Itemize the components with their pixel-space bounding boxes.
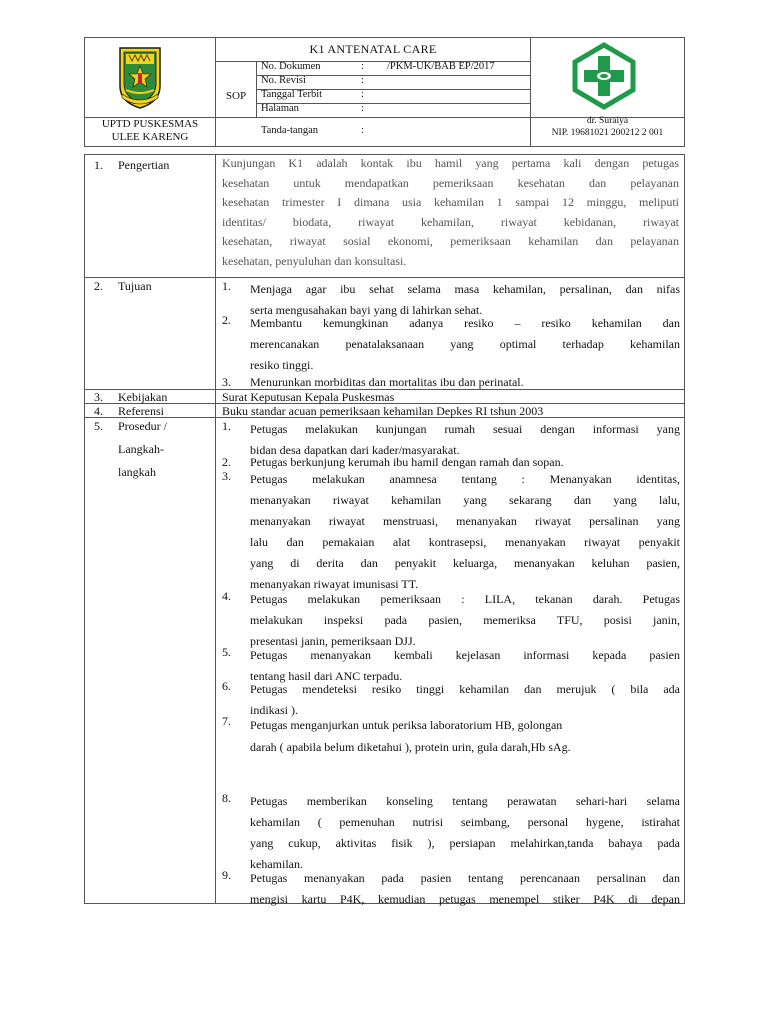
prosedur-step-line: menanyakan riwayat menstruasi, menanyakan riwayat persalinan yang (250, 514, 680, 528)
tujuan-item-number: 1. (222, 279, 231, 293)
referensi-text: Buku standar acuan pemeriksaan kehamilan Depkes RI tshun 2003 (222, 404, 544, 418)
row-label-kebijakan: Kebijakan (118, 390, 168, 404)
prosedur-step-line: kehamilan. (250, 857, 303, 871)
pengertian-line: kesehatan trimester I dimana usia kehamilan 1 sampai 12 minggu, meliputi (222, 195, 679, 209)
row-number-4: 4. (94, 404, 103, 418)
tujuan-item-number: 3. (222, 375, 231, 389)
doc-number-value: /PKM-UK/BAB EP/2017 (387, 61, 495, 72)
tujuan-item-line: serta mengusahakan bayi yang di lahirkan sehat. (250, 303, 483, 317)
prosedur-step-line: Petugas menanyakan pada pasien tentang perencanaan persalinan dan (250, 871, 680, 885)
prosedur-step-line: yang cukup, aktivitas fisik ), persiapan melahirkan,tanda bahaya pada (250, 836, 680, 850)
kebijakan-text: Surat Keputusan Kepala Puskesmas (222, 390, 395, 404)
puskesmas-logo-icon (570, 42, 638, 110)
issue-date-label: Tanggal Terbit (261, 89, 323, 100)
prosedur-step-line: lalu dan pemakaian alat kontrasepsi, menanyakan riwayat penyakit (250, 535, 680, 549)
pengertian-text (222, 154, 679, 271)
doc-number-colon: : (361, 61, 364, 72)
tujuan-item-line: Menjaga agar ibu sehat selama masa kehamilan, persalinan, dan nifas (250, 282, 680, 296)
doc-number-label: No. Dokumen (261, 61, 321, 72)
prosedur-step-number: 5. (222, 645, 231, 659)
pengertian-line: identitas/ biodata, riwayat kehamilan, riwayat kebidanan, riwayat (222, 214, 679, 229)
row-number-3: 3. (94, 390, 103, 404)
prosedur-step-line: Petugas mendeteksi resiko tinggi kehamilan dan merujuk ( bila ada (250, 682, 680, 696)
prosedur-step-line: Petugas memberikan konseling tentang perawatan sehari-hari selama (250, 794, 680, 808)
prosedur-step-line: kehamilan ( pemenuhan nutrisi seimbang, personal hygene, istirahat (250, 815, 680, 829)
prosedur-step-number: 4. (222, 589, 231, 603)
prosedur-step-number: 8. (222, 791, 231, 805)
org-name (85, 118, 215, 144)
signer-nip: NIP. 19681021 200212 2 001 (551, 128, 664, 138)
pengertian-line: kesehatan untuk mendapatkan pemeriksaan kesehatan dan pelayanan (222, 175, 679, 190)
prosedur-step-line: menanyakan riwayat kehamilan yang sekarang dan yang lalu, (250, 493, 680, 507)
prosedur-step-line: presentasi janin, pemeriksaan DJJ. (250, 634, 416, 648)
pengertian-line: kesehatan, penyuluhan dan konsultasi. (222, 253, 407, 268)
signer-name: dr. Suraiya (586, 116, 629, 126)
row-label-referensi: Referensi (118, 404, 164, 418)
prosedur-step-number: 3. (222, 469, 231, 483)
prosedur-step-line: Petugas menanyakan kembali kejelasan informasi kepada pasien (250, 648, 680, 662)
prosedur-label-line: Prosedur / (118, 419, 167, 433)
prosedur-step-number: 7. (222, 714, 231, 728)
sop-label: SOP (225, 90, 247, 102)
prosedur-step-line: tentang hasil dari ANC terpadu. (250, 669, 403, 683)
row-label-pengertian: Pengertian (118, 158, 170, 172)
pengertian-line: kesehatan, riwayat sosial ekonomi, pemeriksaan kehamilan dan pelayanan (222, 234, 679, 248)
issue-date-colon: : (361, 89, 364, 100)
prosedur-step-number: 9. (222, 868, 231, 882)
prosedur-step-number: 1. (222, 419, 231, 433)
signature-colon: : (361, 125, 364, 136)
row-number-2: 2. (94, 279, 103, 293)
prosedur-step-line: darah ( apabila belum diketahui ), protein urin, gula darah,Hb sAg. (250, 740, 571, 754)
prosedur-step-line: indikasi ). (250, 703, 298, 717)
tujuan-item-line: resiko tinggi. (250, 358, 314, 372)
page-label: Halaman (261, 103, 299, 114)
regional-emblem-icon (118, 46, 162, 110)
row-label-tujuan: Tujuan (118, 279, 152, 293)
prosedur-step-number: 6. (222, 679, 231, 693)
prosedur-step-line: bidan desa dapatkan dari kader/masyarakat. (250, 443, 460, 457)
prosedur-step-line: Petugas berkunjung kerumah ibu hamil dengan ramah dan sopan. (250, 455, 564, 469)
tujuan-item-line: Membantu kemungkinan adanya resiko – resiko kehamilan dan (250, 316, 680, 330)
prosedur-step-line: yang di derita dan penyakit keluarga, menanyakan keluhan pasien, (250, 556, 680, 570)
prosedur-step-line: Petugas melakukan anamnesa tentang : Menanyakan identitas, (250, 472, 680, 486)
prosedur-label-line: Langkah- (118, 442, 164, 456)
prosedur-step-line: Petugas menganjurkan untuk periksa laboratorium HB, golongan (250, 718, 563, 732)
prosedur-step-line: Petugas melakukan pemeriksaan : LILA, tekanan darah. Petugas (250, 592, 680, 606)
row-label-prosedur (118, 415, 167, 484)
page-colon: : (361, 103, 364, 114)
prosedur-step-line: Petugas melakukan kunjungan rumah sesuai dengan informasi yang (250, 422, 680, 436)
tujuan-item-line: Menurunkan morbiditas dan mortalitas ibu dan perinatal. (250, 375, 524, 389)
org-line-1: UPTD PUSKESMAS (101, 118, 199, 130)
prosedur-label-line: langkah (118, 465, 156, 479)
tujuan-item-line: merencanakan penatalaksanaan yang optimal terhadap kehamilan (250, 337, 680, 351)
document-title: K1 ANTENATAL CARE (309, 42, 437, 56)
tujuan-item-number: 2. (222, 313, 231, 327)
pengertian-line: Kunjungan K1 adalah kontak ibu hamil yang pertama kali dengan petugas (222, 156, 679, 170)
prosedur-step-line: menanyakan riwayat imunisasi TT. (250, 577, 419, 591)
prosedur-step-line: mengisi kartu P4K, kemudian petugas menempel stiker P4K di depan (250, 892, 680, 906)
row-number-5: 5. (94, 419, 103, 433)
signature-label: Tanda-tangan (261, 125, 318, 136)
revision-colon: : (361, 75, 364, 86)
row-number-1: 1. (94, 158, 103, 172)
prosedur-step-number: 2. (222, 455, 231, 469)
revision-label: No. Revisi (261, 75, 306, 86)
prosedur-step-line: melakukan inspeksi pada pasien, memeriksa TFU, posisi janin, (250, 613, 680, 627)
org-line-2: ULEE KARENG (111, 131, 189, 143)
